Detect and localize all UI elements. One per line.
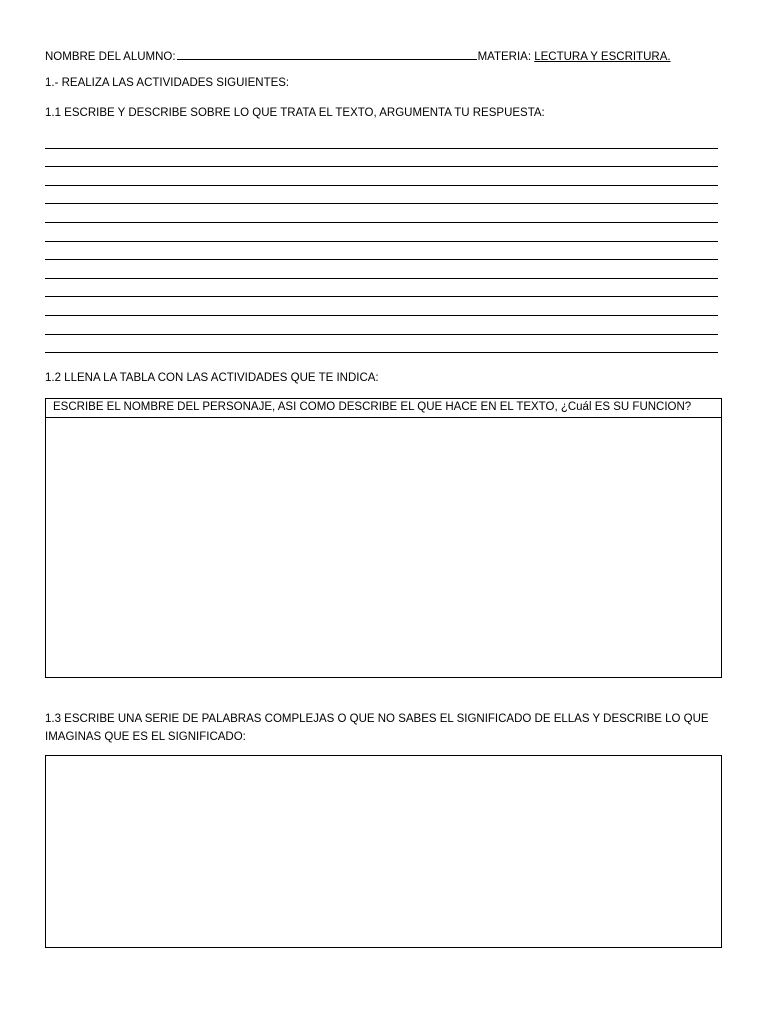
answer-line[interactable] [45, 186, 718, 205]
character-table-header: ESCRIBE EL NOMBRE DEL PERSONAJE, ASI COMO DESCRIBE EL QUE HACE EN EL TEXTO, ¿Cuál ES SU FUNCION? [46, 399, 721, 418]
vocabulary-answer-box[interactable] [45, 755, 722, 948]
header-line [45, 48, 671, 63]
answer-line[interactable] [45, 297, 718, 316]
section-1-title: 1.- REALIZA LAS ACTIVIDADES SIGUIENTES: [45, 77, 290, 89]
answer-line[interactable] [45, 242, 718, 261]
student-name-label: NOMBRE DEL ALUMNO: [45, 51, 176, 63]
character-table-answer-cell[interactable] [46, 418, 721, 677]
answer-line[interactable] [45, 149, 718, 168]
answer-line[interactable] [45, 223, 718, 242]
answer-line[interactable] [45, 279, 718, 298]
question-1-2-prompt: 1.2 LLENA LA TABLA CON LAS ACTIVIDADES QUE TE INDICA: [45, 372, 379, 384]
answer-line[interactable] [45, 204, 718, 223]
answer-line[interactable] [45, 167, 718, 186]
question-1-3-prompt: 1.3 ESCRIBE UNA SERIE DE PALABRAS COMPLEJAS O QUE NO SABES EL SIGNIFICADO DE ELLAS Y DESCRIBE LO QUE IMAGINAS QUE ES EL SIGNIFICADO: [45, 713, 709, 743]
answer-line[interactable] [45, 335, 718, 354]
question-1-1-prompt: 1.1 ESCRIBE Y DESCRIBE SOBRE LO QUE TRATA EL TEXTO, ARGUMENTA TU RESPUESTA: [45, 107, 545, 119]
subject-value: LECTURA Y ESCRITURA. [534, 51, 671, 63]
character-table [45, 398, 722, 678]
subject-label: MATERIA: [477, 51, 535, 63]
question-1-1-answer-lines [45, 130, 718, 353]
student-name-blank[interactable] [177, 48, 477, 60]
answer-line[interactable] [45, 260, 718, 279]
answer-line[interactable] [45, 130, 718, 149]
answer-line[interactable] [45, 316, 718, 335]
